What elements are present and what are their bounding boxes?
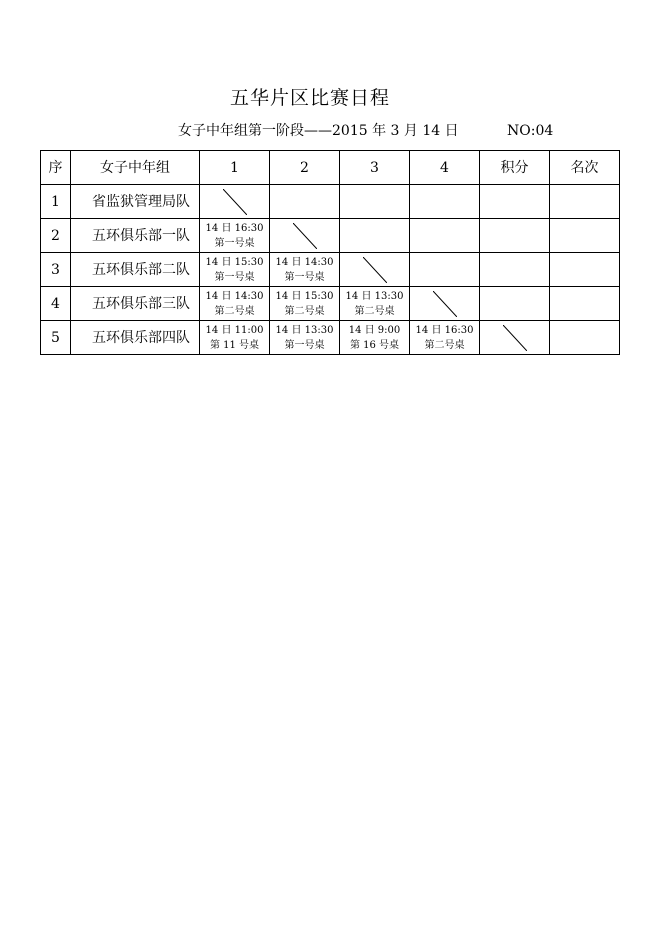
column-header-rank: 名次 [550,151,620,185]
row-seq: 3 [41,253,71,287]
row-team-name: 五环俱乐部三队 [71,287,200,321]
self-match-slash [503,325,527,351]
match-cell-self [200,185,270,219]
match-desk: 第二号桌 [424,339,465,351]
match-time: 14 日 14:30 [205,290,264,302]
match-desk: 第二号桌 [284,305,325,317]
match-cell [410,321,480,355]
self-match-slash [363,257,387,283]
match-time: 14 日 15:30 [205,256,264,268]
row-team-name: 五环俱乐部四队 [71,321,200,355]
match-time: 14 日 16:30 [205,222,264,234]
row-team-name: 省监狱管理局队 [71,185,200,219]
match-time: 14 日 13:30 [345,290,404,302]
row-seq: 1 [41,185,71,219]
match-cell [340,219,410,253]
page-title: 五华片区比赛日程 [229,87,390,109]
match-cell [270,321,340,355]
match-cell [200,287,270,321]
match-cell [200,321,270,355]
match-cell [340,321,410,355]
match-cell [340,185,410,219]
match-desk: 第二号桌 [214,305,255,317]
table-row [41,253,620,287]
match-desk: 第一号桌 [284,339,325,351]
row-team-name: 五环俱乐部一队 [71,219,200,253]
match-desk: 第一号桌 [214,237,255,249]
document-number: NO:04 [507,123,554,139]
match-cell-self [340,253,410,287]
table-row [41,185,620,219]
match-desk: 第二号桌 [354,305,395,317]
schedule-table [40,150,620,355]
match-desk: 第一号桌 [214,271,255,283]
match-cell [200,253,270,287]
match-cell-self [270,219,340,253]
column-header-1: 1 [200,151,270,185]
match-cell [270,185,340,219]
row-seq: 5 [41,321,71,355]
schedule-subtitle: 女子中年组第一阶段——2015 年 3 月 14 日 [178,123,459,139]
self-match-slash [223,189,247,215]
row-rank [550,253,620,287]
self-match-slash [433,291,457,317]
table-row [41,219,620,253]
row-points [480,321,550,355]
match-cell [410,253,480,287]
match-cell [340,287,410,321]
row-rank [550,219,620,253]
row-rank [550,287,620,321]
match-cell [410,185,480,219]
self-match-slash [293,223,317,249]
column-header-points: 积分 [480,151,550,185]
match-cell [200,219,270,253]
match-desk: 第一号桌 [284,271,325,283]
column-header-2: 2 [270,151,340,185]
match-time: 14 日 14:30 [275,256,334,268]
match-time: 14 日 11:00 [205,324,264,336]
row-points [480,253,550,287]
match-cell [410,219,480,253]
match-time: 14 日 13:30 [275,324,334,336]
table-row [41,287,620,321]
match-time: 14 日 15:30 [275,290,334,302]
match-cell [270,253,340,287]
row-seq: 2 [41,219,71,253]
table-row [41,321,620,355]
column-header-seq: 序 [41,151,71,185]
column-header-group: 女子中年组 [71,151,200,185]
row-points [480,287,550,321]
column-header-4: 4 [410,151,480,185]
match-desk: 第 16 号桌 [349,339,400,351]
row-points [480,185,550,219]
column-header-3: 3 [340,151,410,185]
match-desk: 第 11 号桌 [209,339,260,351]
match-time: 14 日 16:30 [415,324,474,336]
match-cell [270,287,340,321]
row-seq: 4 [41,287,71,321]
match-time: 14 日 9:00 [348,324,401,336]
match-cell-self [410,287,480,321]
row-rank [550,321,620,355]
row-rank [550,185,620,219]
row-points [480,219,550,253]
table-header-row [41,151,620,185]
row-team-name: 五环俱乐部二队 [71,253,200,287]
